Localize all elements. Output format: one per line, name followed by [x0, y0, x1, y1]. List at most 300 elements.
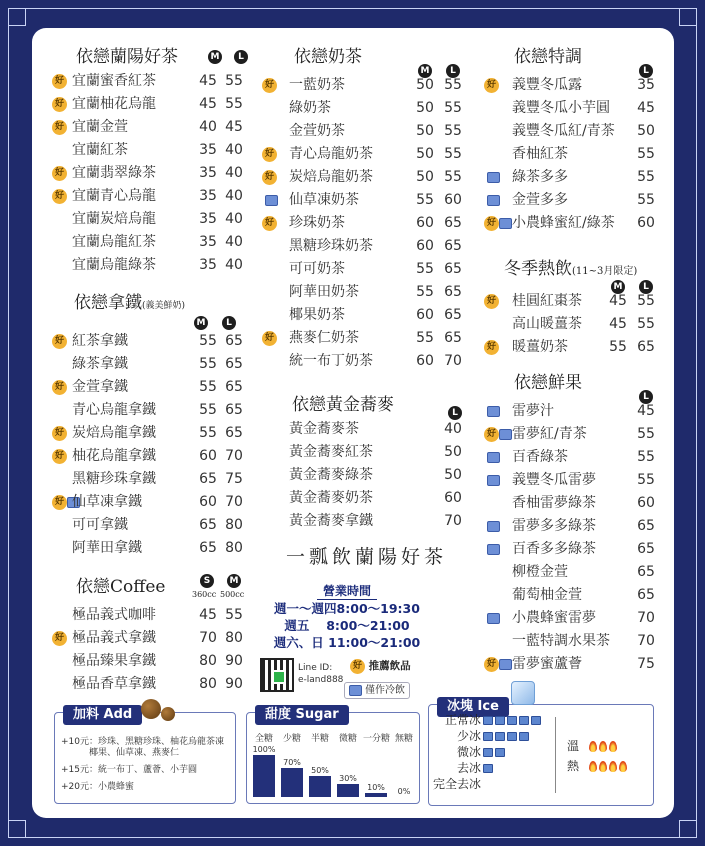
section-title: 依戀拿鐵 — [74, 293, 142, 313]
section-title: 依戀特調 — [514, 47, 582, 67]
item-name: 椰果奶茶 — [289, 307, 345, 323]
item-price-l: 70 — [637, 610, 655, 626]
item-price-m: 65 — [199, 471, 217, 487]
item-price-l: 60 — [444, 192, 462, 208]
menu-item[interactable] — [52, 491, 252, 514]
item-price-m: 55 — [199, 402, 217, 418]
size-volume-m: 500cc — [220, 590, 245, 599]
item-price-m: 35 — [199, 257, 217, 273]
menu-item[interactable] — [52, 650, 252, 673]
item-price-l: 55 — [444, 100, 462, 116]
business-hours — [268, 580, 426, 651]
item-price-l: 65 — [225, 333, 243, 349]
hours-line: 週五 8:00～21:00 — [284, 618, 410, 633]
ice-level-row — [433, 713, 541, 728]
sugar-level-label: 全糖 — [254, 734, 273, 744]
menu-item[interactable] — [262, 281, 462, 304]
line-id-value: e-land888 — [298, 675, 344, 685]
ice-level-row — [433, 729, 529, 744]
item-name: 小農蜂蜜雷夢 — [512, 610, 596, 626]
flame-icon — [619, 761, 627, 772]
item-price-l: 40 — [225, 234, 243, 250]
menu-item[interactable] — [52, 93, 252, 116]
menu-item[interactable] — [52, 70, 252, 93]
menu-item[interactable] — [484, 584, 670, 607]
item-price-l: 65 — [637, 564, 655, 580]
size-badge-m: M — [227, 574, 241, 588]
item-name: 柳橙金萱 — [512, 564, 568, 580]
item-price-l: 55 — [444, 169, 462, 185]
menu-item[interactable] — [52, 514, 252, 537]
ice-cube-icon — [531, 716, 541, 725]
item-price-l: 55 — [637, 293, 655, 309]
menu-item[interactable] — [52, 185, 252, 208]
item-name: 百香多多綠茶 — [512, 541, 596, 557]
ice-title: 冰塊 Ice — [437, 697, 509, 717]
sugar-level-bar — [365, 793, 387, 797]
item-name: 黑糖珍珠奶茶 — [289, 238, 373, 254]
item-name: 極品義式咖啡 — [72, 607, 156, 623]
size-badge-s: S — [200, 574, 214, 588]
menu-item[interactable] — [484, 423, 670, 446]
item-price-m: 50 — [416, 123, 434, 139]
size-badge-m: M — [208, 50, 222, 64]
ice-cube-icon — [495, 732, 505, 741]
flame-icon — [599, 741, 607, 752]
item-price-m: 40 — [199, 119, 217, 135]
star-coin-icon: 好 — [262, 216, 277, 231]
item-name: 葡萄柚金萱 — [512, 587, 582, 603]
item-price-l: 60 — [444, 490, 462, 506]
item-price-l: 60 — [637, 495, 655, 511]
ice-cup-icon — [499, 429, 512, 440]
section-latte — [52, 290, 252, 560]
item-name: 義豐冬瓜雷夢 — [512, 472, 596, 488]
ice-cup-icon — [487, 452, 500, 463]
menu-item[interactable] — [484, 446, 670, 469]
item-price-l: 40 — [444, 421, 462, 437]
menu-item[interactable] — [52, 399, 252, 422]
menu-item[interactable] — [262, 120, 462, 143]
menu-item[interactable] — [262, 327, 462, 350]
menu-item[interactable] — [484, 166, 670, 189]
ice-cube-icon — [507, 716, 517, 725]
menu-item[interactable] — [484, 97, 670, 120]
ice-cube-icon — [483, 716, 493, 725]
section-title: 依戀黃金蕎麥 — [292, 395, 394, 415]
menu-item[interactable] — [262, 487, 462, 510]
temperature-label: 溫 — [567, 739, 580, 753]
menu-item[interactable] — [262, 212, 462, 235]
item-name: 一藍特調水果茶 — [512, 633, 610, 649]
item-name: 一藍奶茶 — [289, 77, 345, 93]
line-id-label: Line ID: — [298, 663, 333, 673]
star-coin-icon: 好 — [350, 659, 365, 674]
item-name: 綠茶拿鐵 — [72, 356, 128, 372]
menu-item[interactable] — [484, 74, 670, 97]
menu-item[interactable] — [262, 441, 462, 464]
size-badge-m: M — [418, 64, 432, 78]
star-coin-icon: 好 — [52, 449, 67, 464]
menu-item[interactable] — [52, 673, 252, 696]
item-price-m: 80 — [199, 653, 217, 669]
section-winter-hot — [484, 256, 670, 359]
item-name: 統一布丁奶茶 — [289, 353, 373, 369]
item-price-l: 55 — [444, 146, 462, 162]
star-coin-icon: 好 — [262, 78, 277, 93]
ice-cup-icon — [487, 475, 500, 486]
ice-level-row — [433, 777, 481, 792]
sugar-level-box — [246, 707, 420, 804]
menu-item[interactable] — [262, 304, 462, 327]
menu-item[interactable] — [262, 143, 462, 166]
menu-item[interactable] — [262, 189, 462, 212]
sugar-level-bar — [309, 776, 331, 797]
item-name: 金萱奶茶 — [289, 123, 345, 139]
item-price-m: 65 — [199, 517, 217, 533]
menu-item[interactable] — [52, 162, 252, 185]
item-price-l: 55 — [637, 449, 655, 465]
menu-item[interactable] — [484, 653, 670, 676]
item-price-l: 65 — [444, 330, 462, 346]
item-name: 仙草凍拿鐵 — [72, 494, 142, 510]
menu-item[interactable] — [484, 492, 670, 515]
item-price-l: 65 — [637, 518, 655, 534]
item-price-m: 55 — [199, 379, 217, 395]
item-name: 黑糖珍珠拿鐵 — [72, 471, 156, 487]
sugar-level-percent: 0% — [397, 787, 411, 796]
item-price-l: 80 — [225, 540, 243, 556]
menu-item[interactable] — [484, 400, 670, 423]
item-name: 宜蘭炭焙烏龍 — [72, 211, 156, 227]
size-badge-l: L — [234, 50, 248, 64]
item-price-l: 55 — [225, 607, 243, 623]
item-name: 義豐冬瓜小芋圓 — [512, 100, 610, 116]
section-buckwheat — [262, 392, 462, 533]
item-price-l: 55 — [637, 146, 655, 162]
menu-item[interactable] — [262, 235, 462, 258]
item-price-l: 55 — [225, 73, 243, 89]
line-qr-code[interactable] — [260, 658, 294, 692]
menu-item[interactable] — [262, 464, 462, 487]
star-coin-icon: 好 — [52, 120, 67, 135]
item-price-l: 65 — [444, 284, 462, 300]
menu-item[interactable] — [484, 212, 670, 235]
item-price-m: 50 — [416, 169, 434, 185]
size-badge-l: L — [446, 64, 460, 78]
sugar-level-bar — [253, 755, 275, 797]
item-name: 宜蘭烏龍紅茶 — [72, 234, 156, 250]
item-name: 紅茶拿鐵 — [72, 333, 128, 349]
item-name: 雷夢多多綠茶 — [512, 518, 596, 534]
corner-ornament — [679, 820, 697, 838]
item-price-l: 55 — [225, 96, 243, 112]
sugar-level-bar — [281, 768, 303, 797]
menu-item[interactable] — [52, 231, 252, 254]
section-milk-tea — [262, 44, 462, 373]
ice-level-row — [433, 761, 493, 776]
sugar-level-label: 無糖 — [394, 734, 413, 744]
menu-item[interactable] — [484, 313, 670, 336]
item-price-l: 45 — [225, 119, 243, 135]
section-fresh-fruit — [484, 370, 670, 676]
sugar-level-percent: 30% — [339, 774, 357, 783]
item-name: 香柚雷夢綠茶 — [512, 495, 596, 511]
item-name: 雷夢蜜蘆薈 — [512, 656, 582, 672]
item-name: 極品香草拿鐵 — [72, 676, 156, 692]
ice-cup-icon — [487, 613, 500, 624]
item-price-l: 55 — [444, 77, 462, 93]
item-price-l: 40 — [225, 257, 243, 273]
item-price-l: 90 — [225, 676, 243, 692]
item-price-l: 45 — [637, 403, 655, 419]
item-name: 桂圓紅棗茶 — [512, 293, 582, 309]
legend-cold-label: 僅作冷飲 — [365, 685, 405, 696]
menu-item[interactable] — [262, 350, 462, 373]
item-price-m: 55 — [416, 284, 434, 300]
item-price-m: 50 — [416, 77, 434, 93]
item-price-l: 70 — [225, 494, 243, 510]
temperature-row — [567, 759, 627, 774]
item-price-m: 45 — [609, 293, 627, 309]
legend-recommend — [350, 658, 411, 674]
section-title: 依戀奶茶 — [294, 47, 362, 67]
item-price-m: 60 — [199, 448, 217, 464]
flame-icon — [609, 761, 617, 772]
item-price-l: 55 — [444, 123, 462, 139]
item-name: 義豐冬瓜露 — [512, 77, 582, 93]
item-price-l: 50 — [444, 467, 462, 483]
menu-item[interactable] — [52, 116, 252, 139]
item-price-m: 35 — [199, 142, 217, 158]
ice-cup-icon — [487, 544, 500, 555]
menu-item[interactable] — [52, 422, 252, 445]
item-name: 極品臻果拿鐵 — [72, 653, 156, 669]
menu-item[interactable] — [52, 604, 252, 627]
item-price-m: 55 — [609, 339, 627, 355]
sugar-level-percent: 70% — [283, 758, 301, 767]
item-name: 可可拿鐵 — [72, 517, 128, 533]
item-price-m: 80 — [199, 676, 217, 692]
menu-item[interactable] — [52, 537, 252, 560]
item-name: 綠茶多多 — [512, 169, 568, 185]
item-price-m: 45 — [199, 607, 217, 623]
item-name: 阿華田奶茶 — [289, 284, 359, 300]
section-lanyang-tea — [52, 44, 252, 277]
menu-item[interactable] — [484, 630, 670, 653]
item-price-m: 45 — [199, 96, 217, 112]
ice-cup-icon — [487, 195, 500, 206]
star-coin-icon: 好 — [484, 294, 499, 309]
item-price-m: 45 — [199, 73, 217, 89]
menu-item[interactable] — [484, 189, 670, 212]
menu-item[interactable] — [262, 510, 462, 533]
star-coin-icon: 好 — [484, 78, 499, 93]
sugar-level-percent: 100% — [252, 745, 276, 754]
ice-level-box — [428, 699, 654, 806]
menu-item[interactable] — [262, 97, 462, 120]
menu-item[interactable] — [484, 120, 670, 143]
size-badge-l: L — [448, 406, 462, 420]
ice-cup-icon — [487, 406, 500, 417]
menu-item[interactable] — [262, 166, 462, 189]
item-price-l: 75 — [225, 471, 243, 487]
item-price-m: 55 — [416, 192, 434, 208]
item-price-m: 50 — [416, 100, 434, 116]
menu-item[interactable] — [484, 561, 670, 584]
flame-icon — [589, 741, 597, 752]
sugar-level-label: 一分糖 — [363, 734, 391, 744]
menu-item[interactable] — [484, 336, 670, 359]
item-price-m: 55 — [199, 356, 217, 372]
hours-line: 週六、日 11:00～21:00 — [273, 635, 421, 650]
item-price-m: 35 — [199, 188, 217, 204]
size-badge-l: L — [639, 390, 653, 404]
size-badge-m: M — [611, 280, 625, 294]
menu-item[interactable] — [52, 353, 252, 376]
ice-level-label: 少冰 — [456, 729, 481, 743]
add-on-line: 椰果、仙草凍、燕麥仁 — [89, 748, 180, 758]
star-coin-icon: 好 — [52, 426, 67, 441]
sugar-level-bar — [337, 784, 359, 797]
menu-item[interactable] — [52, 254, 252, 277]
sugar-level-percent: 50% — [311, 766, 329, 775]
item-price-l: 55 — [637, 426, 655, 442]
item-name: 暖薑奶茶 — [512, 339, 568, 355]
item-name: 仙草凍奶茶 — [289, 192, 359, 208]
menu-item[interactable] — [52, 376, 252, 399]
menu-item[interactable] — [262, 418, 462, 441]
menu-item[interactable] — [52, 208, 252, 231]
item-price-m: 35 — [199, 234, 217, 250]
hours-title: 營業時間 — [317, 582, 377, 600]
item-name: 香柚紅茶 — [512, 146, 568, 162]
item-name: 綠奶茶 — [289, 100, 331, 116]
item-price-l: 55 — [637, 169, 655, 185]
ice-cup-icon — [349, 685, 362, 696]
ice-cup-icon — [487, 521, 500, 532]
item-price-l: 80 — [225, 517, 243, 533]
flame-icon — [599, 761, 607, 772]
ice-cube-icon — [483, 732, 493, 741]
star-coin-icon: 好 — [52, 166, 67, 181]
item-name: 宜蘭翡翠綠茶 — [72, 165, 156, 181]
flame-icon — [609, 741, 617, 752]
menu-item[interactable] — [484, 469, 670, 492]
size-volume-s: 360cc — [192, 590, 217, 599]
add-on-line: +15元：統一布丁、蘆薈、小芋圓 — [61, 765, 197, 775]
item-name: 宜蘭蜜香紅茶 — [72, 73, 156, 89]
item-name: 黃金蕎麥紅茶 — [289, 444, 373, 460]
legend-cold-only — [344, 682, 410, 699]
star-coin-icon: 好 — [52, 189, 67, 204]
item-price-l: 65 — [444, 261, 462, 277]
menu-item[interactable] — [484, 290, 670, 313]
item-price-l: 55 — [637, 316, 655, 332]
section-title: 冬季熱飲 — [504, 259, 572, 279]
menu-item[interactable] — [52, 627, 252, 650]
item-name: 宜蘭金萱 — [72, 119, 128, 135]
star-coin-icon: 好 — [52, 74, 67, 89]
flame-icon — [589, 761, 597, 772]
item-name: 珍珠奶茶 — [289, 215, 345, 231]
section-note: (義美鮮奶) — [142, 301, 186, 311]
menu-item[interactable] — [262, 74, 462, 97]
item-price-l: 70 — [444, 513, 462, 529]
item-price-l: 55 — [637, 192, 655, 208]
pearl — [161, 707, 175, 721]
ice-cup-icon — [499, 659, 512, 670]
item-name: 雷夢汁 — [512, 403, 554, 419]
menu-item[interactable] — [484, 538, 670, 561]
section-coffee — [52, 574, 252, 696]
ice-level-label: 正常冰 — [444, 713, 481, 727]
item-price-l: 65 — [444, 238, 462, 254]
item-name: 雷夢紅/青茶 — [512, 426, 587, 442]
section-title: 依戀蘭陽好茶 — [76, 47, 178, 67]
item-price-l: 40 — [225, 165, 243, 181]
sugar-level-label: 微糖 — [338, 734, 357, 744]
size-badge-m: M — [194, 316, 208, 330]
menu-item[interactable] — [52, 468, 252, 491]
boba-pearls-icon — [133, 697, 183, 727]
ice-level-row — [433, 745, 505, 760]
section-title: 依戀鮮果 — [514, 373, 582, 393]
menu-board — [32, 28, 674, 818]
size-badge-l: L — [639, 280, 653, 294]
star-coin-icon: 好 — [484, 340, 499, 355]
ice-cube-icon — [519, 716, 529, 725]
item-name: 金萱拿鐵 — [72, 379, 128, 395]
item-price-l: 50 — [444, 444, 462, 460]
item-name: 百香綠茶 — [512, 449, 568, 465]
menu-item[interactable] — [52, 139, 252, 162]
item-price-m: 60 — [416, 215, 434, 231]
temperature-row — [567, 739, 617, 754]
sugar-title: 甜度 Sugar — [255, 705, 349, 725]
menu-item[interactable] — [484, 607, 670, 630]
star-coin-icon: 好 — [484, 427, 499, 442]
ice-cube-icon — [511, 681, 535, 705]
item-price-m: 55 — [416, 261, 434, 277]
star-coin-icon: 好 — [262, 147, 277, 162]
ice-level-label: 完全去冰 — [433, 777, 482, 791]
item-name: 小農蜂蜜紅/綠茶 — [512, 215, 615, 231]
menu-item[interactable] — [52, 330, 252, 353]
star-coin-icon: 好 — [52, 97, 67, 112]
ice-level-label: 微冰 — [456, 745, 481, 759]
menu-item[interactable] — [52, 445, 252, 468]
item-price-l: 65 — [225, 379, 243, 395]
star-coin-icon: 好 — [262, 331, 277, 346]
item-price-l: 90 — [225, 653, 243, 669]
star-coin-icon: 好 — [52, 334, 67, 349]
sugar-level-label: 半糖 — [310, 734, 329, 744]
star-coin-icon: 好 — [262, 170, 277, 185]
ice-cube-icon — [519, 732, 529, 741]
section-note: (11~3月限定) — [572, 266, 638, 277]
item-price-m: 60 — [416, 238, 434, 254]
line-id — [298, 662, 343, 686]
star-coin-icon: 好 — [484, 216, 499, 231]
menu-item[interactable] — [484, 515, 670, 538]
item-price-l: 75 — [637, 656, 655, 672]
menu-item[interactable] — [484, 143, 670, 166]
hours-line: 週一～週四8:00～19:30 — [274, 601, 420, 616]
legend-recommend-label: 推薦飲品 — [368, 660, 411, 672]
item-price-l: 80 — [225, 630, 243, 646]
menu-item[interactable] — [262, 258, 462, 281]
